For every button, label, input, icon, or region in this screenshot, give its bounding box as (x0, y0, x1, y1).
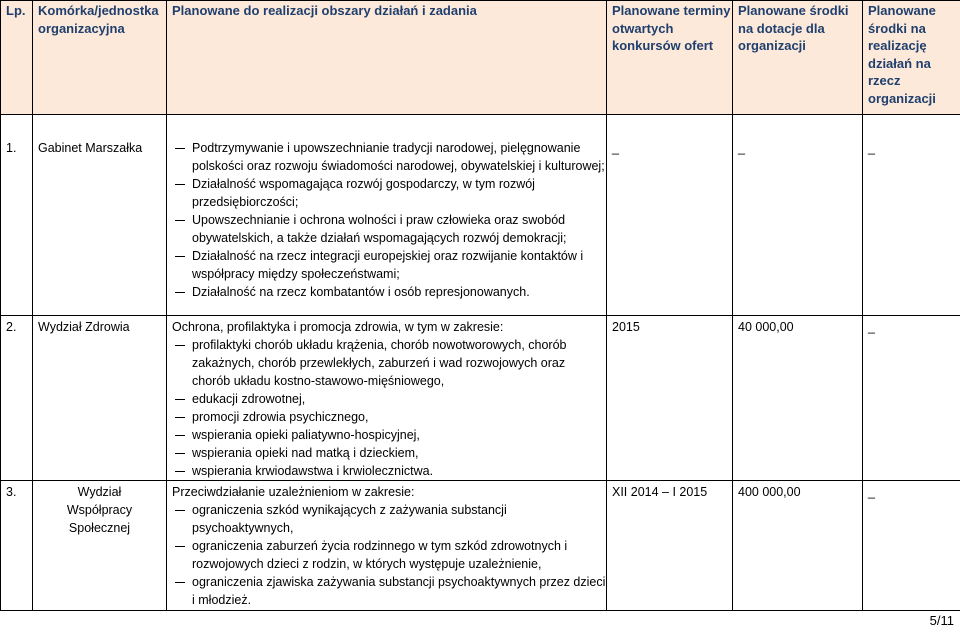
row-areas (167, 115, 607, 316)
row-term: 2015 (607, 316, 733, 481)
row-fund: _ (863, 115, 960, 316)
row-intro: Ochrona, profilaktyka i promocja zdrowia, w tym w zakresie: (172, 320, 504, 334)
list-item: Podtrzymywanie i upowszechnianie tradycji narodowej, pielęgnowanie polskości oraz rozwoju świadomości narodowej, obywatelskiej i kulturowej; (172, 139, 606, 175)
row-lp: 1. (1, 115, 33, 316)
row-fund: _ (863, 316, 960, 481)
row-term: XII 2014 – I 2015 (607, 481, 733, 611)
row-areas (167, 481, 607, 611)
list-item: Upowszechnianie i ochrona wolności i praw człowieka oraz swobód obywatelskich, a także działań wspomagających rozwój demokracji; (172, 211, 606, 247)
list-item: profilaktyki chorób układu krążenia, chorób nowotworowych, chorób zakażnych, chorób przewlekłych, zaburzeń i wad rozwojowych oraz chorób układu kostno-stawowo-mięśniowego, (172, 336, 606, 390)
row-grant: _ (733, 115, 863, 316)
list-item: Działalność na rzecz integracji europejskiej oraz rozwijanie kontaktów i współpracy między społeczeństwami; (172, 247, 606, 283)
header-lp: Lp. (1, 1, 33, 115)
list-item: Działalność na rzecz kombatantów i osób represjonowanych. (172, 283, 606, 301)
header-terms: Planowane terminy otwartych konkursów ofert (607, 1, 733, 115)
row-areas (167, 316, 607, 481)
list-item: edukacji zdrowotnej, (172, 390, 606, 408)
header-row (1, 1, 960, 115)
header-areas: Planowane do realizacji obszary działań i zadania (167, 1, 607, 115)
list-item: promocji zdrowia psychicznego, (172, 408, 606, 426)
header-grants: Planowane środki na dotacje dla organizacji (733, 1, 863, 115)
row-unit-text: Wydział Współpracy Społecznej (66, 485, 133, 535)
list-item: wspierania krwiodawstwa i krwiolecznictwa. (172, 462, 606, 480)
row-grant: 40 000,00 (733, 316, 863, 481)
list-item: wspierania opieki paliatywno-hospicyjnej, (172, 426, 606, 444)
row-unit: Gabinet Marszałka (33, 115, 167, 316)
row-lp: 2. (1, 316, 33, 481)
table-row (1, 316, 960, 481)
row-unit: Wydział Zdrowia (33, 316, 167, 481)
list-item: Działalność wspomagająca rozwój gospodarczy, w tym rozwój przedsiębiorczości; (172, 175, 606, 211)
list-item: ograniczenia szkód wynikających z zażywania substancji psychoaktywnych, (172, 501, 606, 537)
list-item: ograniczenia zjawiska zażywania substancji psychoaktywnych przez dzieci i młodzież. (172, 573, 606, 609)
list-item: ograniczenia zaburzeń życia rodzinnego w tym szkód zdrowotnych i rozwojowych dzieci z rodzin, w których występuje uzależnienie, (172, 537, 606, 573)
row-term: _ (607, 115, 733, 316)
page-number: 5/11 (929, 613, 954, 628)
table-row (1, 481, 960, 611)
row-intro: Przeciwdziałanie uzależnieniom w zakresie: (172, 485, 415, 499)
row-lp: 3. (1, 481, 33, 611)
list-item: wspierania opieki nad matką i dzieckiem, (172, 444, 606, 462)
table-row (1, 115, 960, 316)
row-fund: _ (863, 481, 960, 611)
row-unit (33, 481, 167, 611)
header-unit: Komórka/jednostka organizacyjna (33, 1, 167, 115)
row-grant: 400 000,00 (733, 481, 863, 611)
header-funds: Planowane środki na realizację działań na rzecz organizacji (863, 1, 960, 115)
